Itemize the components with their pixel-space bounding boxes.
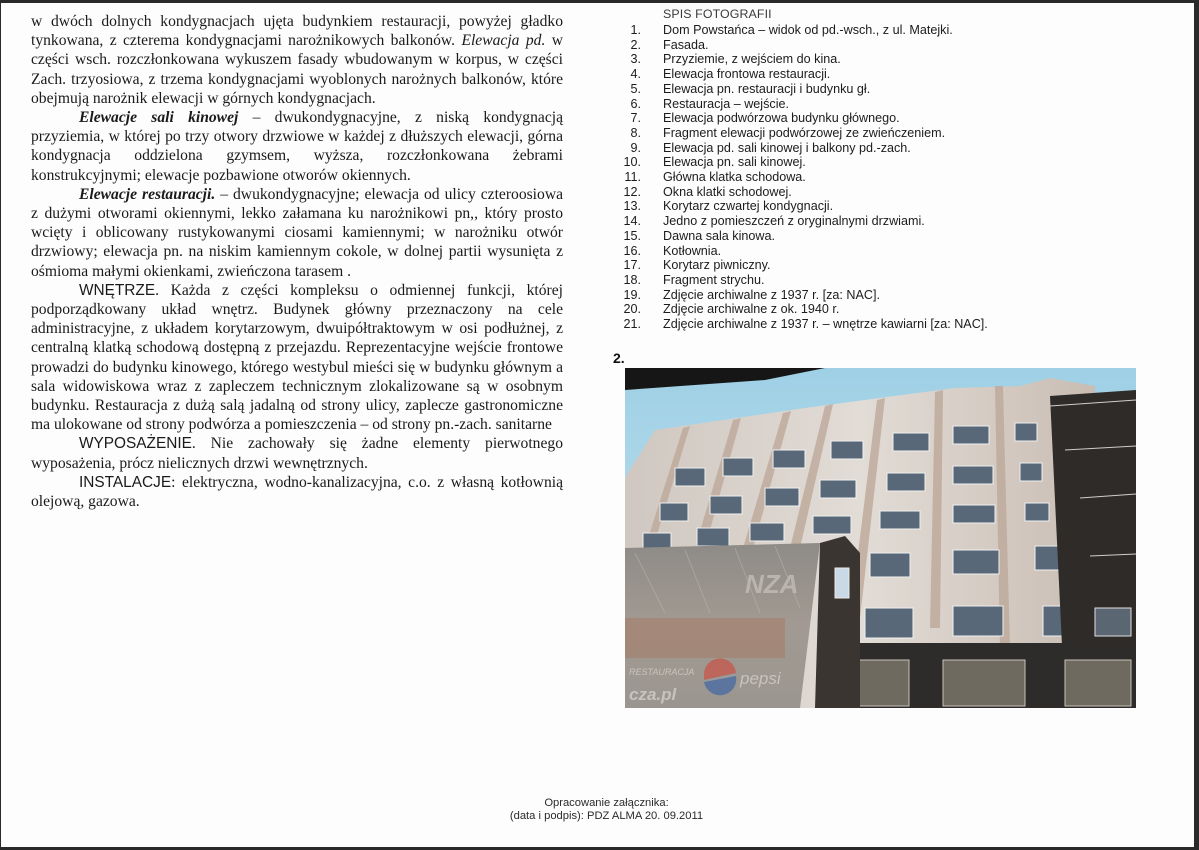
photo-index bbox=[605, 9, 1165, 332]
photo-list-caption: Jedno z pomieszczeń z oryginalnymi drzwiami. bbox=[663, 214, 925, 229]
paragraph-text: w części wsch. rozczłonkowana wykuszem fasady wbudowanym w korpus, w części Zach. trzyosiowa, z trzema kondygnacjami wyoblonych narożnych balkonów, które obejmują narożnik elewacji w górnych kondygnacjach. bbox=[31, 32, 563, 107]
photo-list-item bbox=[605, 273, 1165, 288]
photo-list-item bbox=[605, 67, 1165, 82]
photo-list-item bbox=[605, 214, 1165, 229]
photo-number-label: 2. bbox=[613, 350, 625, 366]
photo-list-item bbox=[605, 317, 1165, 332]
description-column bbox=[31, 12, 563, 511]
photo-list-number: 8. bbox=[630, 125, 641, 140]
photo-list-caption: Okna klatki schodowej. bbox=[663, 184, 792, 199]
photo-list-item bbox=[605, 111, 1165, 126]
paragraph-text: : elektryczna, wodno-kanalizacyjna, c.o. z własną kotłownią olejową, gazowa. bbox=[31, 473, 563, 511]
photo-list-item bbox=[605, 126, 1165, 141]
paragraph-interior bbox=[31, 281, 563, 435]
paragraph-text: – dwukondygnacyjne; elewacja od ulicy czteroosiowa z dużymi otworami okiennymi, lekko załamana ku narożnikowi pn,, który prosto wcięty i oblicowany rustykowanymi ciosami kamiennymi; w narożniku otwór drzwiowy; elewacja pn. na niskim kamiennym cokole, w dolnej partii wysunięta z ośmioma małymi okienkami, zwieńczona tarasem . bbox=[31, 185, 563, 280]
photo-list-number: 13. bbox=[623, 199, 641, 214]
photo-list-item bbox=[605, 82, 1165, 97]
restaurant-elevations-heading: Elewacje restauracji. bbox=[79, 185, 216, 203]
photo-list-number: 1. bbox=[630, 23, 641, 37]
photo-list-number: 9. bbox=[630, 140, 641, 155]
paragraph-text: . Nie zachowały się żadne elementy pierwotnego wyposażenia, prócz nielicznych drzwi wewnętrznych. bbox=[31, 435, 563, 472]
paragraph-south-elevation bbox=[31, 12, 563, 108]
photo-list-number: 12. bbox=[623, 184, 641, 199]
photo-list-item bbox=[605, 302, 1165, 317]
photo-list-caption: Elewacja pn. restauracji i budynku gł. bbox=[663, 81, 871, 96]
photo-list-number: 21. bbox=[623, 317, 641, 332]
photo-list-number: 3. bbox=[630, 52, 641, 67]
footer-line-prepared: Opracowanie załącznika: bbox=[544, 797, 669, 809]
photo-list-caption: Elewacja podwórzowa budynku głównego. bbox=[663, 111, 900, 126]
banner-restaurant-text: RESTAURACJA bbox=[629, 667, 695, 677]
paragraph-text: w dwóch dolnych kondygnacjach ujęta budynkiem restauracji, powyżej gładko tynkowana, z czterema kondygnacjami narożnikowych balkonów. bbox=[31, 13, 563, 50]
photo-list-number: 20. bbox=[623, 302, 641, 317]
footer-line-date-signature: (data i podpis): PDZ ALMA 20. 09.2011 bbox=[509, 810, 704, 822]
banner-url-text: cza.pl bbox=[629, 685, 677, 704]
photo-list-item bbox=[605, 52, 1165, 67]
photo-list-number: 7. bbox=[630, 111, 641, 126]
photo-list-item bbox=[605, 199, 1165, 214]
photo-list-caption: Restauracja – wejście. bbox=[663, 96, 789, 111]
document-page bbox=[1, 3, 1194, 847]
photo-list-caption: Korytarz czwartej kondygnacji. bbox=[663, 199, 834, 214]
photo-list-item bbox=[605, 141, 1165, 156]
elevation-pd-heading: Elewacja pd. bbox=[461, 32, 546, 50]
photo-list-caption: Fasada. bbox=[663, 37, 709, 52]
photo-list-number: 2. bbox=[630, 37, 641, 52]
photo-list-caption: Elewacja pd. sali kinowej i balkony pd.-zach. bbox=[663, 140, 911, 155]
photo-list-item bbox=[605, 185, 1165, 200]
photo-list-item bbox=[605, 244, 1165, 259]
photo-list-number: 6. bbox=[630, 96, 641, 111]
banner-text: NZA bbox=[745, 569, 799, 599]
photo-index-title: SPIS FOTOGRAFII bbox=[663, 7, 772, 20]
equipment-heading: WYPOSAŻENIE bbox=[79, 435, 192, 453]
footer-signature bbox=[1, 797, 1199, 823]
photo-list-number: 17. bbox=[623, 258, 641, 273]
facade-photo bbox=[625, 368, 1136, 708]
photo-list bbox=[605, 23, 1165, 332]
photo-list-item bbox=[605, 97, 1165, 112]
interior-heading: WNĘTRZE bbox=[79, 281, 156, 299]
photo-list-item bbox=[605, 170, 1165, 185]
paragraph-installations bbox=[31, 473, 563, 511]
photo-list-caption: Przyziemie, z wejściem do kina. bbox=[663, 52, 841, 67]
paragraph-equipment bbox=[31, 434, 563, 472]
photo-list-caption: Zdjęcie archiwalne z 1937 r. – wnętrze kawiarni [za: NAC]. bbox=[663, 317, 988, 332]
paragraph-text: . Każda z części kompleksu o odmiennej funkcji, której podporządkowany układ wnętrz. Budynek główny przeznaczony na cele administracyjne, z układem korytarzowym, dwuipółtraktowym w osi podłużnej, z centralną klatką schodową dostępną z przejazdu. Reprezentacyjne wejście frontowe prowadzi do budynku kinowego, którego westybul mieści się w budynku głównym a sala widowiskowa wraz z zapleczem technicznym zlokalizowane są w osobnym budynku. Restauracja z dużą salą jadalną od strony ulicy, zaplecze gastronomiczne ma ulokowane od strony podwórza a pomieszczenia – od strony pn.-zach. sanitarne bbox=[31, 281, 563, 434]
photo-list-caption: Główna klatka schodowa. bbox=[663, 170, 806, 185]
photo-list-item bbox=[605, 229, 1165, 244]
photo-list-number: 18. bbox=[623, 272, 641, 287]
photo-list-caption: Dawna sala kinowa. bbox=[663, 228, 776, 243]
photo-list-caption: Fragment strychu. bbox=[663, 272, 765, 287]
photo-list-caption: Korytarz piwniczny. bbox=[663, 258, 771, 273]
photo-list-caption: Dom Powstańca – widok od pd.-wsch., z ul. Matejki. bbox=[663, 23, 953, 37]
paragraph-restaurant-elevations bbox=[31, 185, 563, 281]
paragraph-text: – dwukondygnacyjne, z niską kondygnacją przyziemia, w której po trzy otwory drzwiowe w każdej z dłuższych elewacji, górna kondygnacja oddzielona gzymsem, wyższa, rozczłonkowana żebrami konstrukcyjnymi; elewacje pozbawione otworów okiennych. bbox=[31, 109, 563, 184]
photo-list-caption: Kotłownia. bbox=[663, 243, 722, 258]
photo-list-number: 19. bbox=[623, 287, 641, 302]
cinema-elevations-heading: Elewacje sali kinowej bbox=[79, 109, 239, 127]
photo-list-number: 15. bbox=[623, 228, 641, 243]
photo-list-caption: Elewacja frontowa restauracji. bbox=[663, 67, 831, 82]
photo-list-caption: Elewacja pn. sali kinowej. bbox=[663, 155, 806, 170]
photo-list-item bbox=[605, 23, 1165, 38]
paragraph-cinema-elevations bbox=[31, 108, 563, 185]
photo-list-item bbox=[605, 288, 1165, 303]
photo-list-number: 10. bbox=[623, 155, 641, 170]
photo-list-caption: Zdjęcie archiwalne z 1937 r. [za: NAC]. bbox=[663, 287, 880, 302]
photo-list-item bbox=[605, 155, 1165, 170]
photo-list-number: 16. bbox=[623, 243, 641, 258]
photo-list-number: 11. bbox=[624, 170, 641, 185]
photo-list-number: 14. bbox=[623, 214, 641, 229]
photo-list-item bbox=[605, 38, 1165, 53]
photo-list-caption: Fragment elewacji podwórzowej ze zwieńczeniem. bbox=[663, 125, 946, 140]
installations-heading: INSTALACJE bbox=[79, 473, 172, 491]
photo-list-item bbox=[605, 258, 1165, 273]
building-facade-image bbox=[625, 368, 1136, 708]
photo-list-caption: Zdjęcie archiwalne z ok. 1940 r. bbox=[663, 302, 840, 317]
banner-brand-text: pepsi bbox=[740, 669, 781, 688]
photo-list-number: 5. bbox=[630, 81, 641, 96]
photo-list-number: 4. bbox=[630, 67, 641, 82]
